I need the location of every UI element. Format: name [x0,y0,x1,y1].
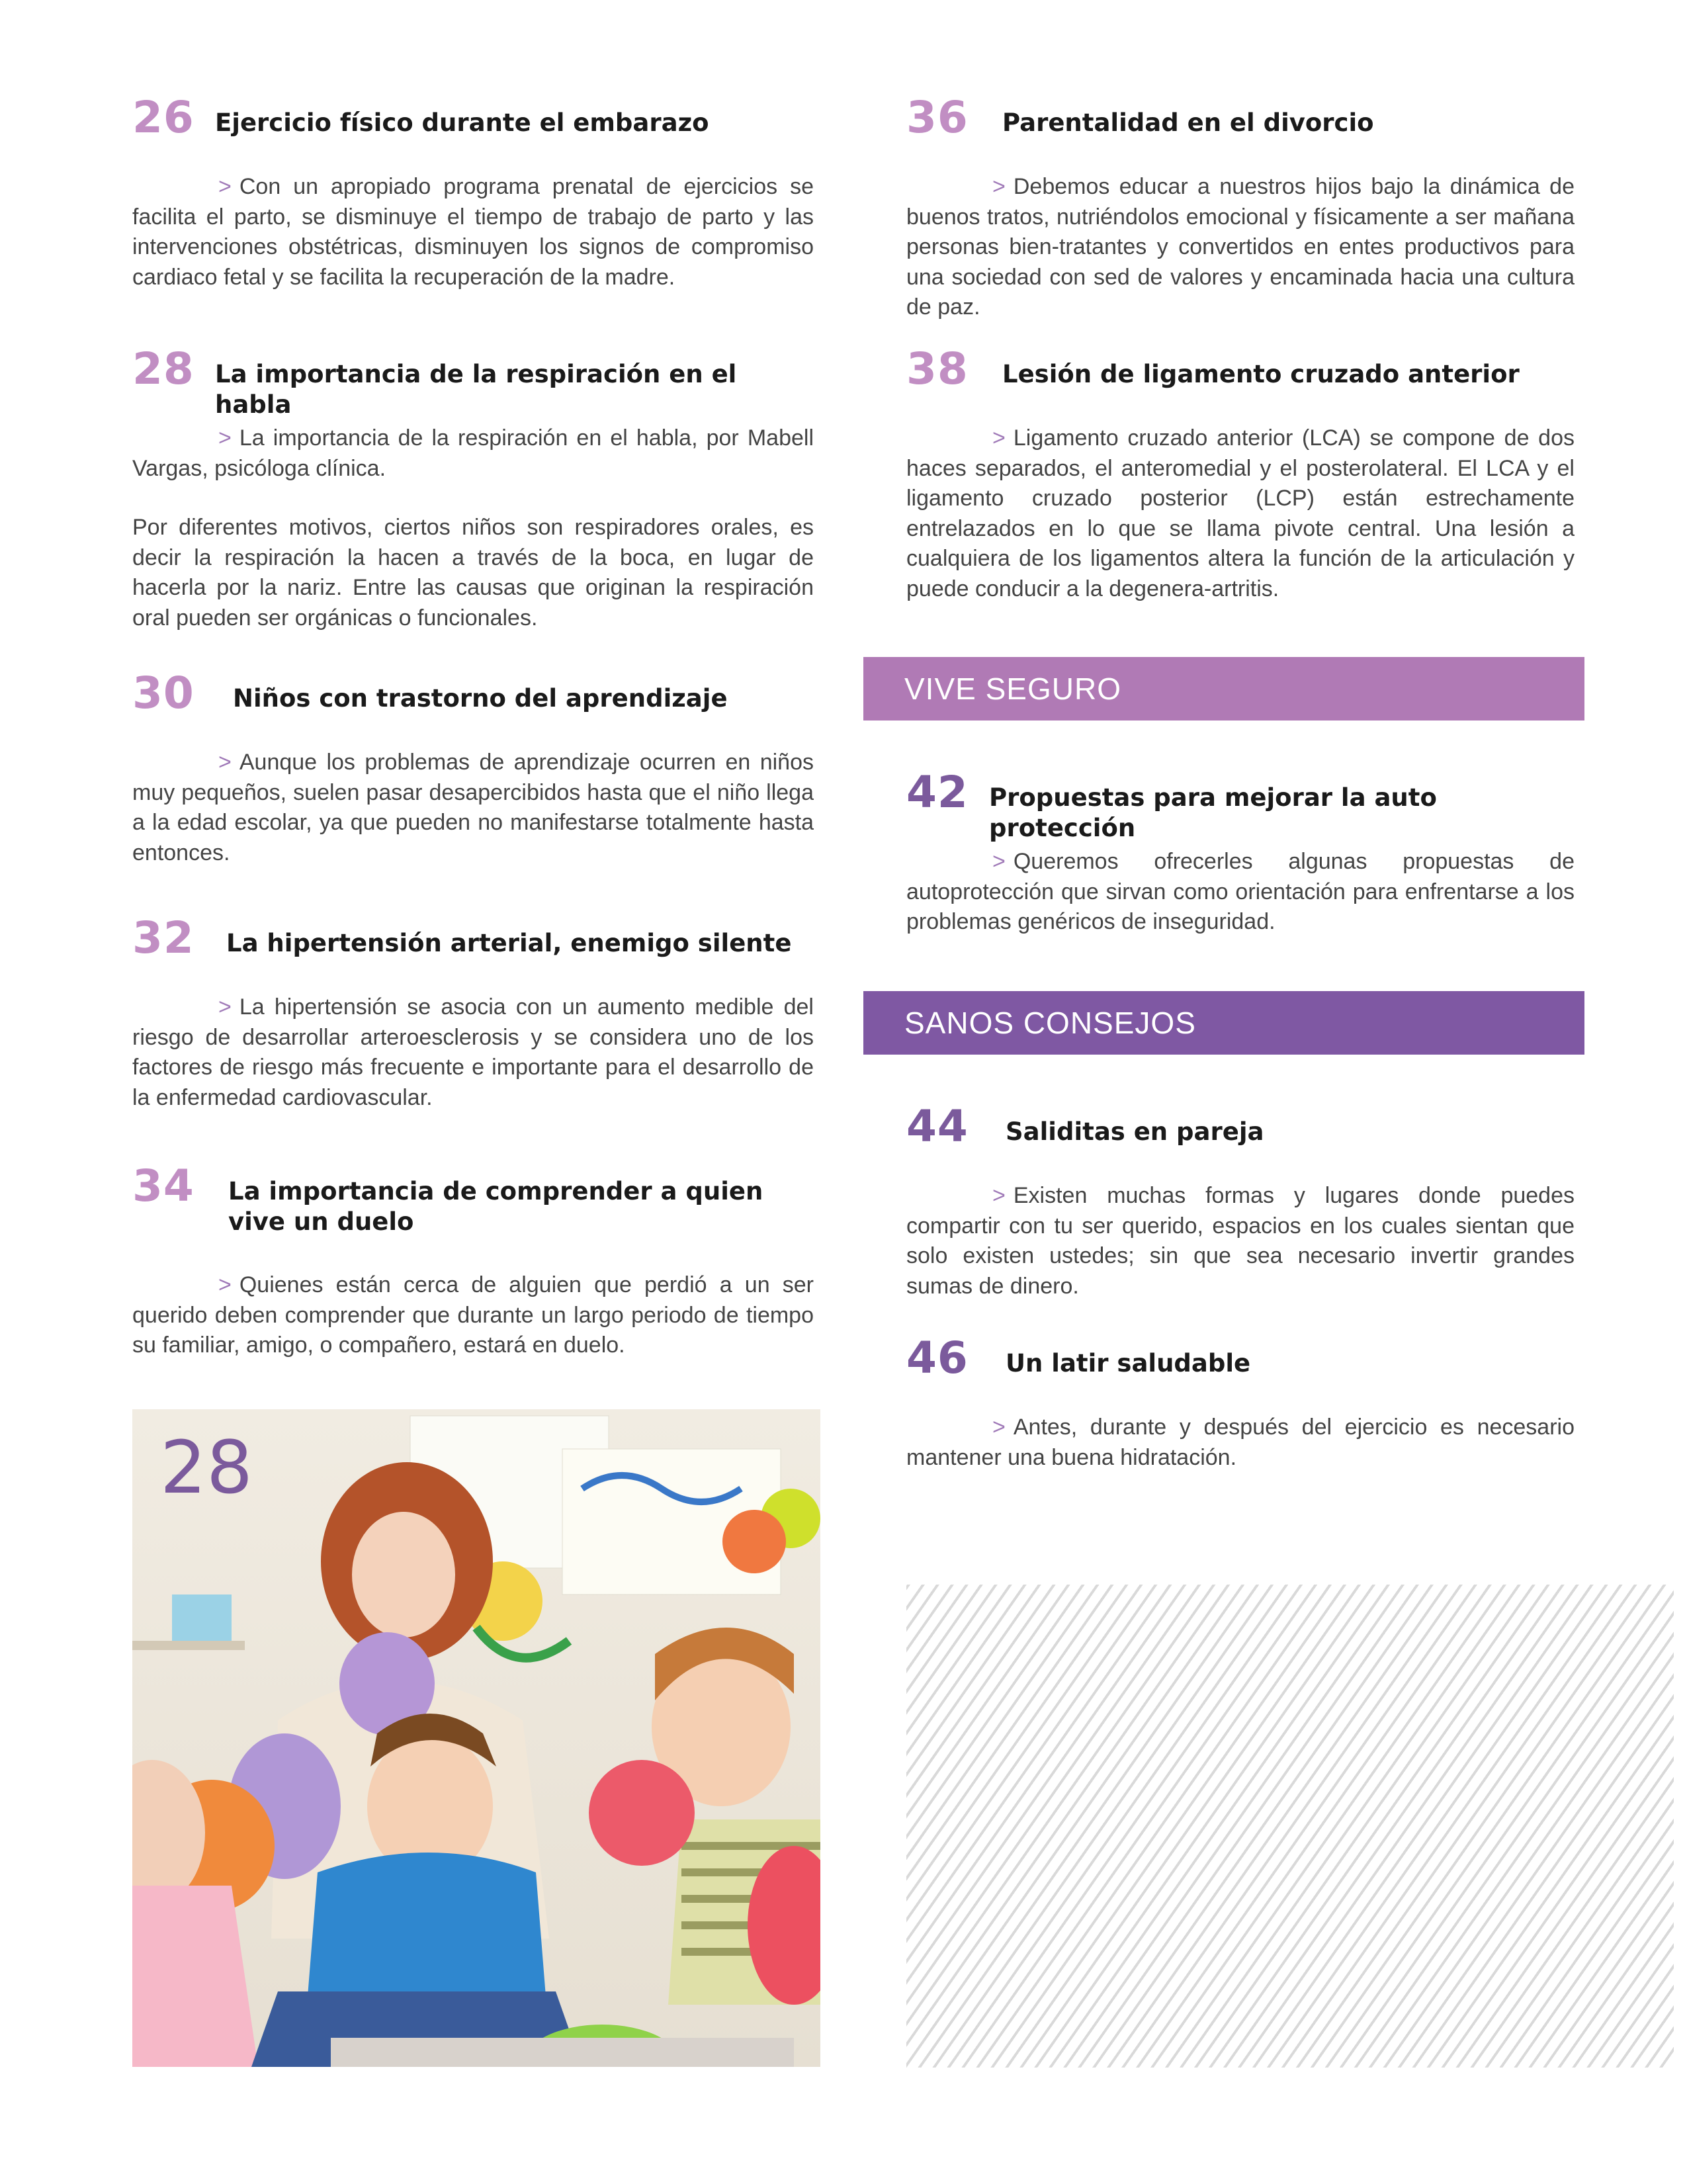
page-number: 26 [132,92,195,143]
children-balloons-photo [132,1409,820,2067]
summary-text: Quienes están cerca de alguien que perdió a un ser querido deben comprender que durante un largo periodo de tiempo su familiar, amigo, o compañero, estará en duelo. [132,1272,814,1358]
section-band-vive-seguro [863,657,1584,721]
page-number: 34 [132,1160,195,1211]
arrow-icon: > [992,1183,1006,1208]
summary-text: La importancia de la respiración en el habla, por Mabell Vargas, psicóloga clínica. [132,425,814,481]
page-number: 32 [132,912,195,963]
page-number: 36 [906,92,969,143]
article-title[interactable]: La hipertensión arterial, enemigo silente [226,929,792,957]
summary-text: Ligamento cruzado anterior (LCA) se compone de dos haces separados, el anteromedial y el posterolateral. El LCA y el ligamento cruzado posterior (LCP) están estrechamente entrelazados en lo que se llama pivote central. Una lesión a cualquiera de los ligamentos altera la función de la articulación y puede conducir a la degenera-artritis. [906,425,1575,601]
page-number: 28 [132,343,195,394]
summary-text: Aunque los problemas de aprendizaje ocurren en niños muy pequeños, suelen pasar desapercibidos hasta que el niño llega a la edad escolar, ya que pueden no manifestarse totalmente hasta entonces. [132,750,814,865]
article-summary [906,423,1575,604]
arrow-icon: > [992,425,1006,451]
page-number: 30 [132,668,195,719]
article-title[interactable]: La importancia de la respiración en el habla [215,360,737,419]
article-summary [132,1270,814,1361]
section-label: VIVE SEGURO [904,672,1121,706]
decorative-hatch-pattern [906,1585,1674,2068]
article-summary [906,172,1575,323]
page-number: 44 [906,1101,969,1152]
page-number: 46 [906,1332,969,1383]
arrow-icon: > [218,750,232,775]
article-title[interactable]: Propuestas para mejorar la auto protección [989,783,1437,842]
article-title[interactable]: Saliditas en pareja [1006,1117,1264,1146]
article-title[interactable]: Niños con trastorno del aprendizaje [233,684,728,713]
article-summary [132,423,814,633]
arrow-icon: > [218,425,232,451]
section-label: SANOS CONSEJOS [904,1006,1196,1040]
article-title[interactable]: La importancia de comprender a quien vive un duelo [228,1177,763,1236]
arrow-icon: > [992,849,1006,874]
arrow-icon: > [992,1415,1006,1440]
article-summary [132,992,814,1113]
summary-text: Existen muchas formas y lugares donde puedes compartir con tu ser querido, espacios en los cuales sientan que solo existen ustedes; sin que sea necesario invertir grandes sumas de dinero. [906,1183,1575,1299]
summary-text-2: Por diferentes motivos, ciertos niños son respiradores orales, es decir la respiración la hacen a través de la boca, en lugar de hacerla por la nariz. Entre las causas que originan la respiración oral pueden ser orgánicas o funcionales. [132,515,814,631]
article-summary [906,847,1575,938]
article-title[interactable]: Un latir saludable [1006,1349,1251,1377]
article-summary [132,172,814,292]
summary-text: La hipertensión se asocia con un aumento medible del riesgo de desarrollar arteroesclerosis y se considera uno de los factores de riesgo más frecuente e importante para el desarrollo de la enfermedad cardiovascular. [132,994,814,1110]
article-title[interactable]: Lesión de ligamento cruzado anterior [1002,360,1520,388]
article-title[interactable]: Parentalidad en el divorcio [1002,109,1374,137]
summary-text: Debemos educar a nuestros hijos bajo la dinámica de buenos tratos, nutriéndolos emocional y físicamente a ser mañana personas bien-tratantes y convertidos en entes productivos para una sociedad con sed de valores y encaminada hacia una cultura de paz. [906,174,1575,320]
arrow-icon: > [218,994,232,1020]
article-summary [132,748,814,868]
page-number: 42 [906,767,969,818]
article-summary [906,1413,1575,1473]
summary-text: Con un apropiado programa prenatal de ejercicios se facilita el parto, se disminuye el tiempo de trabajo de parto y las intervenciones obstétricas, disminuyen los signos de compromiso cardiaco fetal y se facilita la recuperación de la madre. [132,174,814,290]
arrow-icon: > [218,1272,232,1297]
article-title[interactable]: Ejercicio físico durante el embarazo [215,109,709,137]
arrow-icon: > [218,174,232,199]
section-band-sanos-consejos [863,991,1584,1055]
article-summary [906,1181,1575,1301]
summary-text: Queremos ofrecerles algunas propuestas de autoprotección que sirvan como orientación para enfrentarse a los problemas genéricos de inseguridad. [906,849,1575,934]
arrow-icon: > [992,174,1006,199]
summary-text: Antes, durante y después del ejercicio es necesario mantener una buena hidratación. [906,1415,1575,1470]
photo-page-number: 28 [160,1425,253,1510]
page-number: 38 [906,343,969,394]
